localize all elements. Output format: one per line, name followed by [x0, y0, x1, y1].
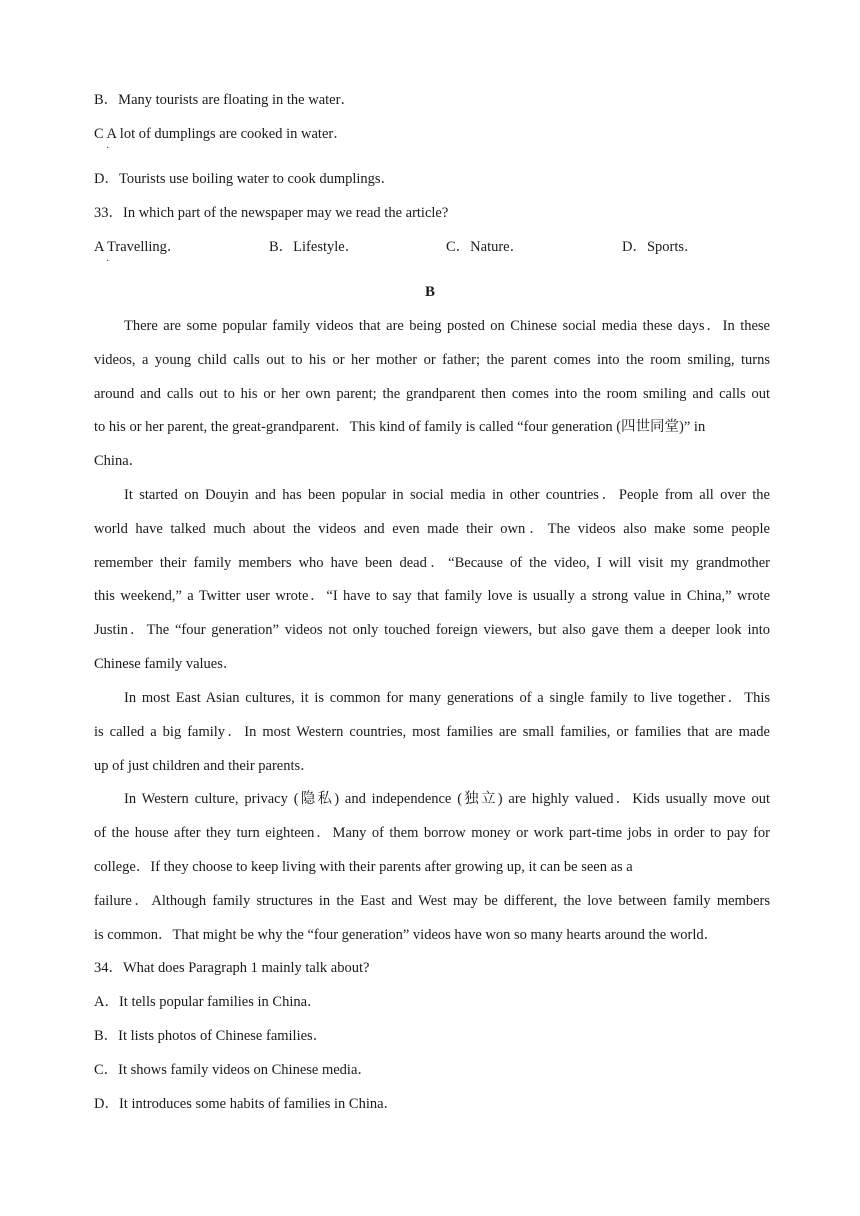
q33-question: 33．In which part of the newspaper may we read the article? — [94, 205, 449, 221]
q34-option-c: C．It shows family videos on Chinese media． — [94, 1062, 372, 1078]
q32-option-c: C A lot of dumplings are cooked in water． — [94, 126, 348, 142]
passage-line: around and calls out to his or her own parent; the grandparent then comes into the room smiling and calls out — [94, 386, 770, 402]
q33-option-c: C．Nature． — [446, 239, 525, 255]
passage-line: this weekend,” a Twitter user wrote．“I have to say that family love is usually a strong value in China,” wrote — [94, 588, 770, 604]
passage-line: failure．Although family structures in the East and West may be different, the love between family members — [94, 893, 770, 909]
q34-option-d: D．It introduces some habits of families in China． — [94, 1096, 399, 1112]
passage-line: It started on Douyin and has been popular in social media in other countries．People from all over the — [124, 487, 770, 503]
passage-line: to his or her parent, the great-grandparent．This kind of family is called “four generation (四世同堂)” in — [94, 419, 706, 435]
passage-line: world have talked much about the videos and even made their own．The videos also make some people — [94, 521, 770, 537]
stray-dot-mark: · — [106, 256, 110, 267]
passage-line: college．If they choose to keep living with their parents after growing up, it can be seen as a — [94, 859, 633, 875]
passage-line: In most East Asian cultures, it is common for many generations of a single family to live together．This — [124, 690, 770, 706]
section-title: B — [424, 284, 435, 300]
passage-line: In Western culture, privacy (隐私) and independence (独立) are highly valued．Kids usually move out — [124, 791, 770, 807]
q34-option-b: B．It lists photos of Chinese families． — [94, 1028, 328, 1044]
passage-line: remember their family members who have been dead．“Because of the video, I will visit my grandmother — [94, 555, 770, 571]
passage-line: videos, a young child calls out to his or her mother or father; the parent comes into the room smiling, turns — [94, 352, 770, 368]
passage-line: is common．That might be why the “four generation” videos have won so many hearts around the world． — [94, 927, 719, 943]
q33-option-a: A Travelling． — [94, 239, 182, 255]
q33-option-d: D．Sports． — [622, 239, 699, 255]
stray-dot-mark: · — [106, 143, 110, 154]
passage-line: Chinese family values． — [94, 656, 238, 672]
passage-line: China． — [94, 453, 144, 469]
q33-option-b: B．Lifestyle． — [269, 239, 360, 255]
passage-line: up of just children and their parents． — [94, 758, 315, 774]
q34-option-a: A．It tells popular families in China． — [94, 994, 322, 1010]
passage-line: of the house after they turn eighteen．Many of them borrow money or work part-time jobs in order to pay for — [94, 825, 770, 841]
passage-line: There are some popular family videos that are being posted on Chinese social media these days．In these — [124, 318, 770, 334]
passage-line: Justin．The “four generation” videos not only touched foreign viewers, but also gave them a deeper look into — [94, 622, 770, 638]
passage-line: is called a big family．In most Western countries, most families are small families, or families that are made — [94, 724, 770, 740]
q32-option-b: B．Many tourists are floating in the water． — [94, 92, 355, 108]
q32-option-d: D．Tourists use boiling water to cook dumplings． — [94, 171, 396, 187]
q34-question: 34．What does Paragraph 1 mainly talk about? — [94, 960, 370, 976]
